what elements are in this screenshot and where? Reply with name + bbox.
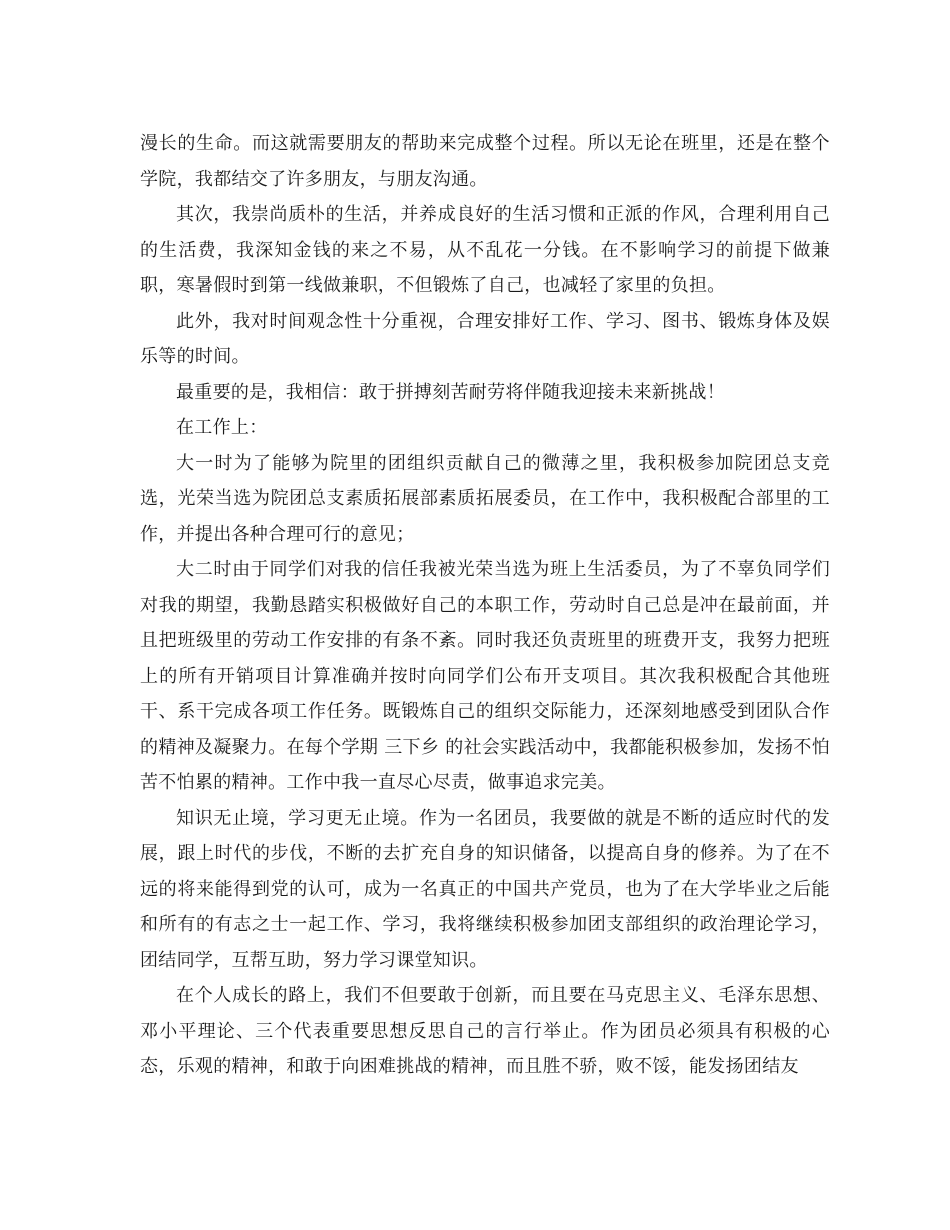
paragraph-4: 最重要的是，我相信：敢于拼搏刻苦耐劳将伴随我迎接未来新挑战！	[176, 381, 725, 403]
paragraph-2: 其次，我崇尚质朴的生活，并养成良好的生活习惯和正派的作风，合理利用自己的生活费，我深知金钱的来之不易，从不乱花一分钱。在不影响学习的前提下做兼职，寒暑假时到第一线做兼职，不但锻炼了自己，也减轻了家里的负担。	[140, 204, 830, 296]
document-body	[140, 126, 830, 1085]
paragraph-1: 漫长的生命。而这就需要朋友的帮助来完成整个过程。所以无论在班里，还是在整个学院，我都结交了许多朋友，与朋友沟通。	[140, 133, 830, 190]
paragraph-7: 知识无止境，学习更无止境。作为一名团员，我要做的就是不断的适应时代的发展，跟上时代的步伐，不断的去扩充自身的知识储备，以提高自身的修养。为了在不远的将来能得到党的认可，成为一名真正的中国共产党员，也为了在大学毕业之后能和所有的有志之士一起工作、学习，我将继续积极参加团支部组织的政治理论学习，团结同学，互帮互助，努力学习课堂知识。	[140, 807, 830, 971]
section-heading-work: 在工作上：	[176, 417, 268, 438]
paragraph-6: 大二时由于同学们对我的信任我被光荣当选为班上生活委员，为了不辜负同学们对我的期望，我勤恳踏实积极做好自己的本职工作，劳动时自己总是冲在最前面，并且把班级里的劳动工作安排的有条不紊。同时我还负责班里的班费开支，我努力把班上的所有开销项目计算准确并按时向同学们公布开支项目。其次我积极配合其他班干、系干完成各项工作任务。既锻炼自己的组织交际能力，还深刻地感受到团队合作的精神及凝聚力。在每个学期 三下乡 的社会实践活动中，我都能积极参加，发扬不怕苦不怕累的精神。工作中我一直尽心尽责，做事追求完美。	[140, 559, 830, 793]
paragraph-8: 在个人成长的路上，我们不但要敢于创新，而且要在马克思主义、毛泽东思想、邓小平理论、三个代表重要思想反思自己的言行举止。作为团员必须具有积极的心态，乐观的精神，和敢于向困难挑战的精神，而且胜不骄，败不馁，能发扬团结友	[140, 985, 830, 1077]
paragraph-5: 大一时为了能够为院里的团组织贡献自己的微薄之里，我积极参加院团总支竞选，光荣当选为院团总支素质拓展部素质拓展委员，在工作中，我积极配合部里的工作，并提出各种合理可行的意见；	[140, 452, 830, 545]
paragraph-3: 此外，我对时间观念性十分重视，合理安排好工作、学习、图书、锻炼身体及娱乐等的时间。	[140, 310, 830, 367]
